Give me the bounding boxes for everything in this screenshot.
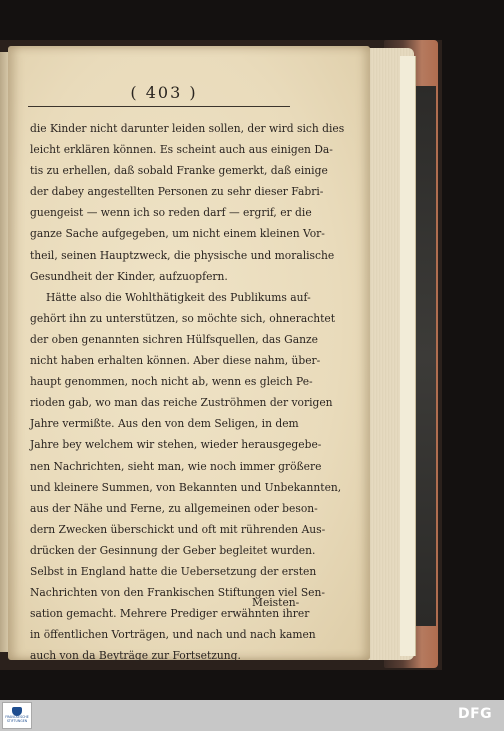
- text-line: rioden gab, wo man das reiche Zuströhmen der vorigen: [30, 396, 333, 410]
- page-number: ( 403 ): [130, 83, 198, 102]
- text-line: ganze Sache aufgegeben, um nicht einem kleinen Vor-: [30, 227, 325, 241]
- text-line: haupt genommen, noch nicht ab, wenn es gleich Pe-: [30, 375, 313, 389]
- text-line: der dabey angestellten Personen zu sehr dieser Fabri-: [30, 185, 324, 199]
- dfg-logo[interactable]: DFG: [458, 706, 493, 722]
- catchword: Meisten-: [252, 596, 300, 609]
- page-edges-highlight: [400, 56, 416, 656]
- text-line: drücken der Gesinnung der Geber begleitet wurden.: [30, 543, 316, 557]
- text-line: gehört ihn zu unterstützen, so möchte sich, ohnerachtet: [30, 311, 335, 325]
- text-line: Selbst in England hatte die Uebersetzung der ersten: [30, 564, 317, 578]
- text-line: nen Nachrichten, sieht man, wie noch immer größere: [30, 459, 322, 473]
- text-line: Hätte also die Wohlthätigkeit des Publikums auf-: [46, 290, 311, 304]
- institution-logo[interactable]: [2, 702, 32, 729]
- logo-label: FRANCKESCHE STIFTUNGEN: [5, 715, 29, 723]
- text-line: auch von da Beyträge zur Fortsetzung.: [30, 649, 241, 663]
- text-line: theil, seinen Hauptzweck, die physische und moralische: [30, 248, 335, 262]
- text-line: dern Zwecken überschickt und oft mit rührenden Aus-: [30, 522, 326, 536]
- text-line: Jahre bey welchem wir stehen, wieder herausgegebe-: [30, 438, 322, 452]
- body-text: [30, 118, 345, 666]
- text-line: aus der Nähe und Ferne, zu allgemeinen oder beson-: [30, 501, 318, 515]
- text-line: Gesundheit der Kinder, aufzuopfern.: [30, 269, 228, 283]
- text-line: leicht erklären können. Es scheint auch aus einigen Da-: [30, 143, 333, 157]
- text-line: der oben genannten sichren Hülfsquellen, das Ganze: [30, 332, 318, 346]
- viewer-footer: [0, 700, 504, 731]
- text-line: guengeist — wenn ich so reden darf — ergrif, er die: [30, 206, 312, 220]
- text-line: sation gemacht. Mehrere Prediger erwähnten ihrer: [30, 607, 310, 621]
- text-line: tis zu erhellen, daß sobald Franke gemerkt, daß einige: [30, 164, 328, 178]
- text-line: in öffentlichen Vorträgen, und nach und nach kamen: [30, 628, 316, 642]
- text-line: Jahre vermißte. Aus den von dem Seligen, in dem: [30, 417, 299, 431]
- text-line: und kleinere Summen, von Bekannten und Unbekannten,: [30, 480, 342, 494]
- text-line: Nachrichten von den Frankischen Stiftungen viel Sen-: [30, 586, 325, 600]
- text-line: die Kinder nicht darunter leiden sollen, der wird sich dies: [30, 122, 345, 135]
- header-rule: [28, 106, 290, 107]
- text-line: nicht haben erhalten können. Aber diese nahm, über-: [30, 354, 321, 368]
